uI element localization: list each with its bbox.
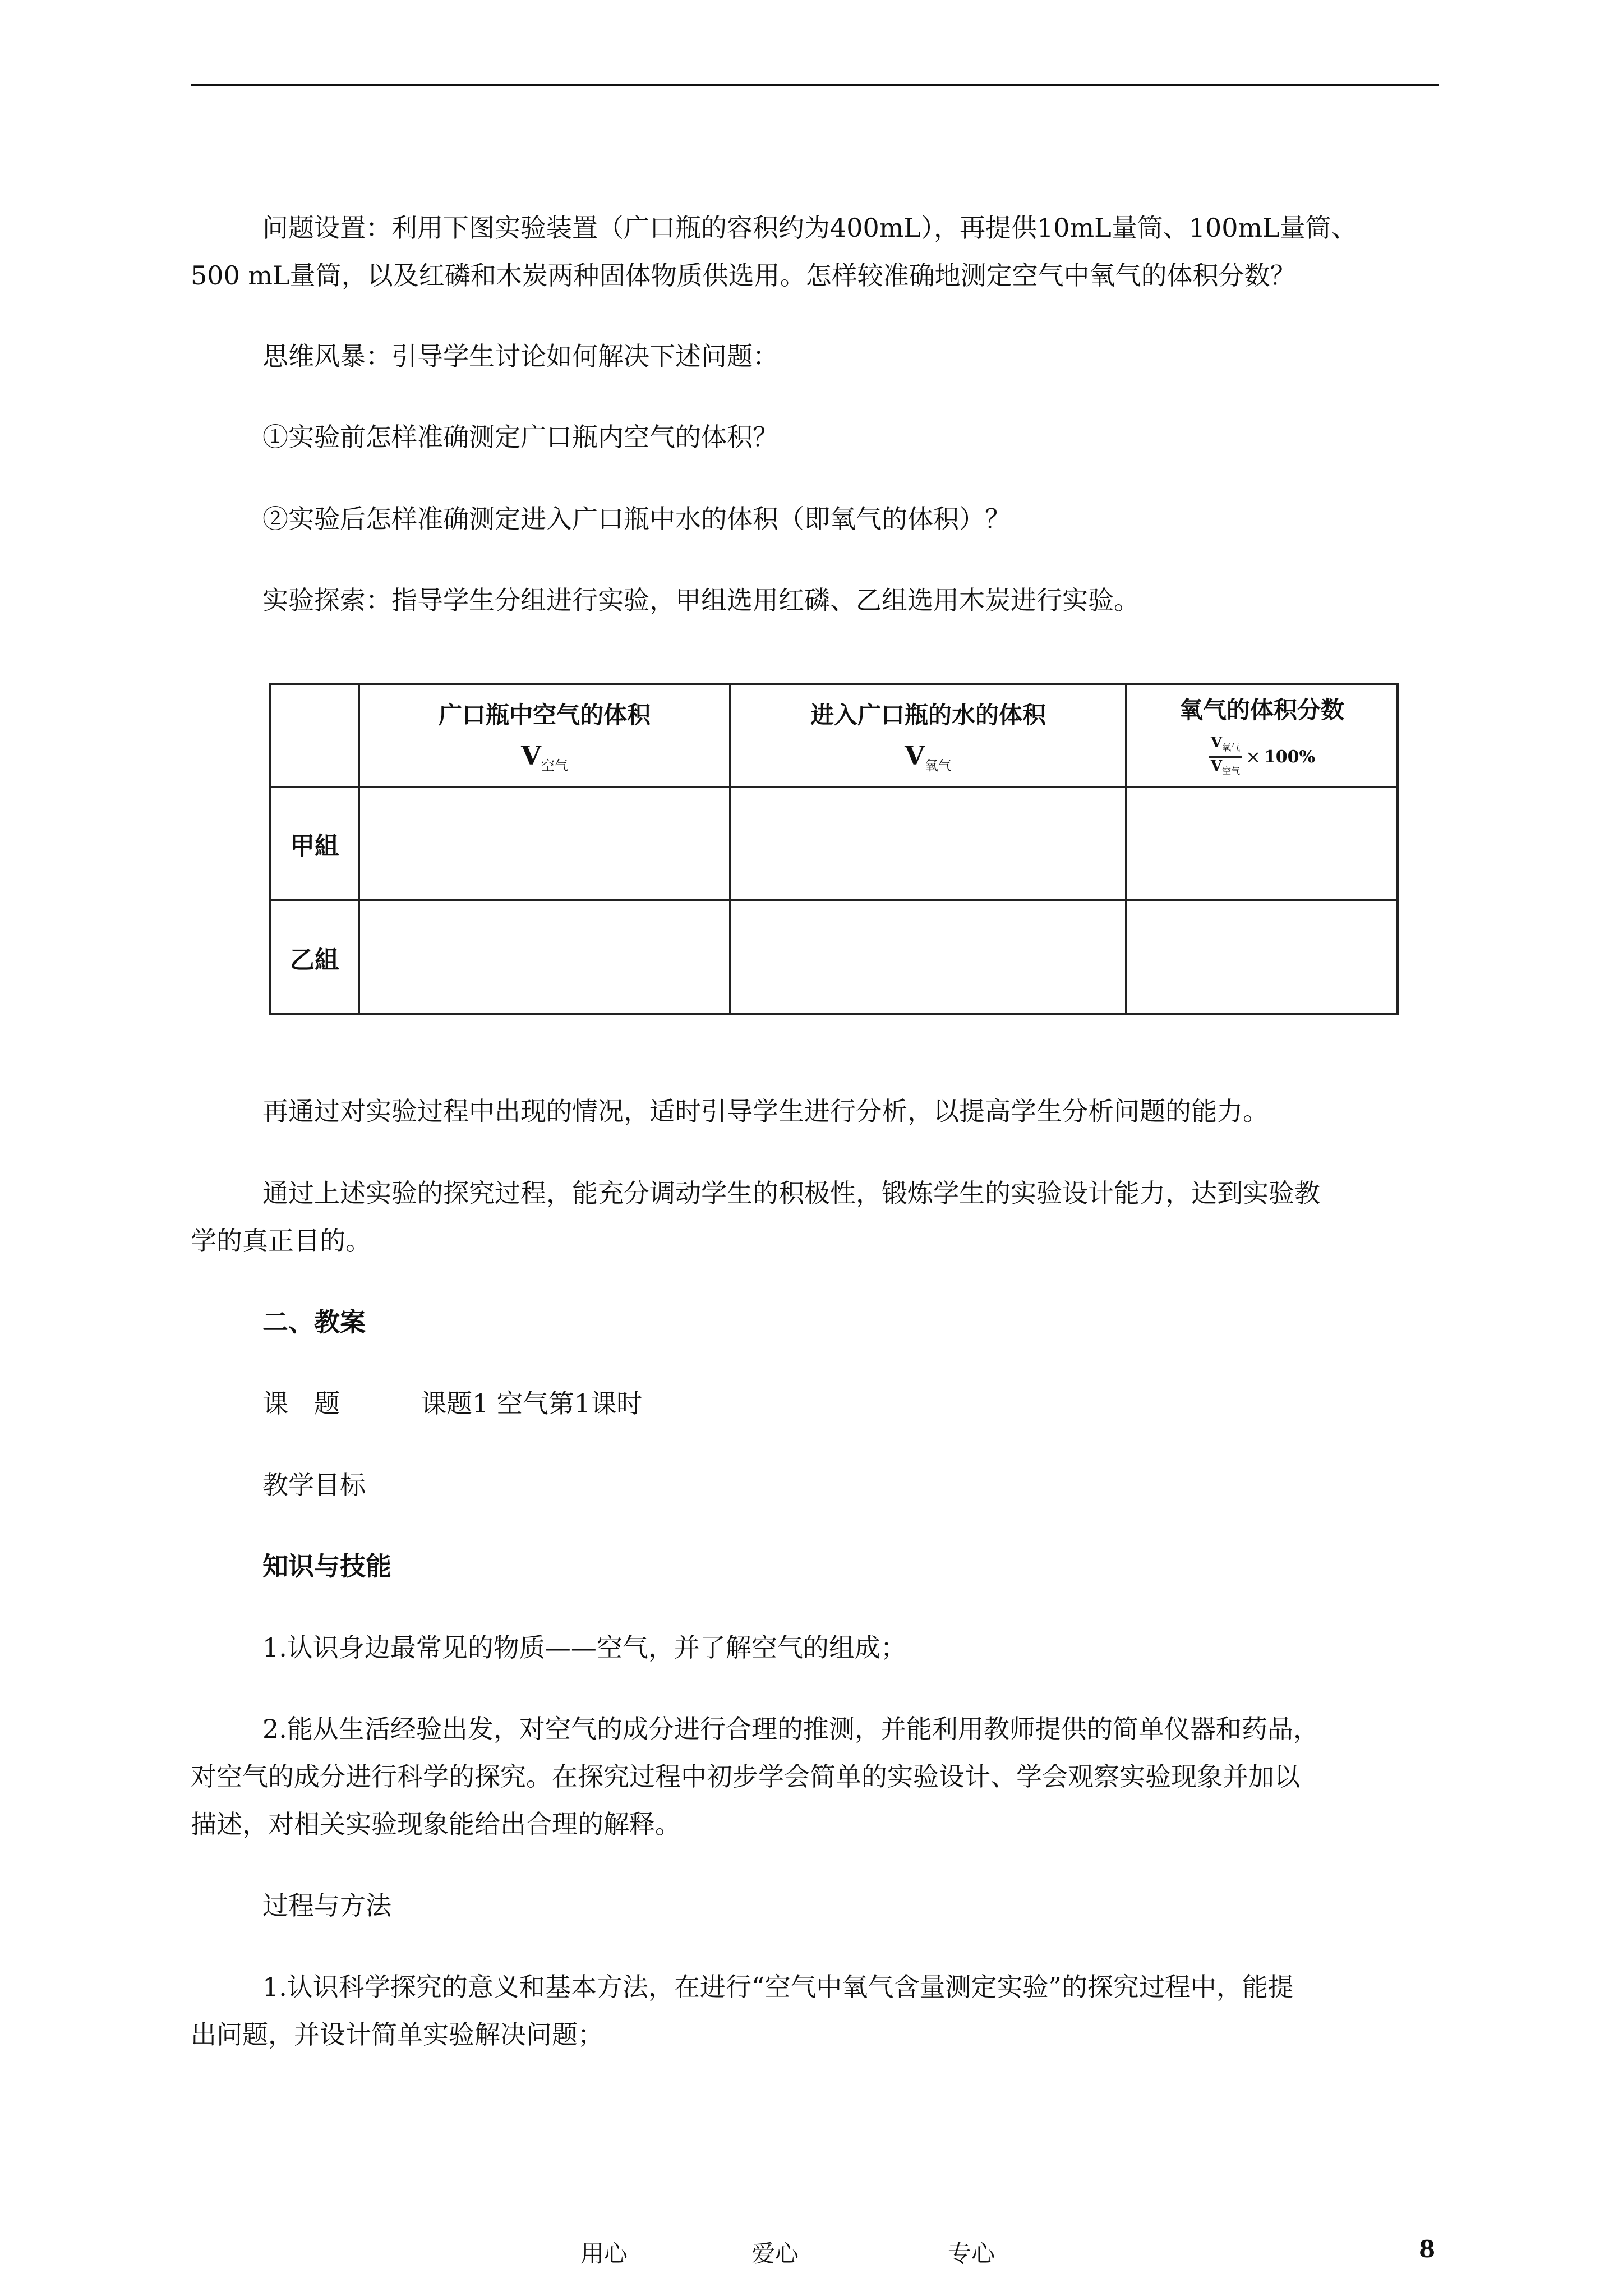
footer-left-text: 用心: [580, 2240, 628, 2267]
table-cell: [359, 900, 730, 1014]
page-number: 8: [1419, 2235, 1436, 2263]
table-header-oxygen-fraction: [1126, 684, 1398, 787]
table-row-group-b: [270, 900, 1398, 1014]
table-cell: [1126, 900, 1398, 1014]
topic-value: 课题1 空气第1课时: [421, 1388, 643, 1419]
table-row-group-a: [270, 787, 1398, 901]
process-method-heading: 过程与方法: [262, 1890, 391, 1921]
paragraph-explore: 实验探索：指导学生分组进行实验，甲组选用红磷、乙组选用木炭进行实验。: [262, 585, 1140, 615]
knowledge-item-2-line2: 对空气的成分进行科学的探究。在探究过程中初步学会简单的实验设计、学会观察实验现象并加以: [191, 1761, 1300, 1792]
paragraph-question-line1: 问题设置：利用下图实验装置（广口瓶的容积约为400mL），再提供10mL量筒、100mL量筒、: [262, 213, 1357, 243]
table-header-air-volume: [359, 684, 730, 787]
header-air-volume-title: 广口瓶中空气的体积: [438, 701, 651, 729]
air-volume-symbol: $V_{空气}$: [521, 740, 568, 774]
knowledge-skills-heading: 知识与技能: [262, 1551, 391, 1581]
table-corner-cell: [270, 684, 359, 787]
teaching-goals-heading: 教学目标: [262, 1470, 366, 1500]
header-water-volume-title: 进入广口瓶的水的体积: [810, 701, 1046, 729]
oxygen-volume-symbol: $V_{氧气}$: [905, 740, 952, 774]
row-label-group-a: 甲組: [270, 787, 359, 901]
table-cell: [730, 787, 1126, 901]
paragraph-brainstorm: 思维风暴：引导学生讨论如何解决下述问题：: [262, 341, 778, 371]
table-cell: [359, 787, 730, 901]
footer-middle-text: 爱心: [751, 2240, 799, 2267]
knowledge-item-2-line3: 描述，对相关实验现象能给出合理的解释。: [191, 1809, 681, 1839]
knowledge-item-2-line1: 2.能从生活经验出发，对空气的成分进行合理的推测，并能利用教师提供的简单仪器和药品，: [262, 1714, 1319, 1744]
paragraph-analysis: 再通过对实验过程中出现的情况，适时引导学生进行分析，以提高学生分析问题的能力。: [262, 1096, 1269, 1126]
header-oxygen-fraction-title: 氧气的体积分数: [1179, 696, 1344, 724]
footer-right-text: 专心: [948, 2240, 995, 2267]
paragraph-question-1: ①实验前怎样准确测定广口瓶内空气的体积？: [262, 422, 778, 452]
row-label-group-b: 乙組: [270, 900, 359, 1014]
topic-label: 课 题: [262, 1388, 340, 1419]
header-rule: [191, 84, 1439, 86]
oxygen-fraction-formula: $\frac{V_{氧气}}{V_{空气}}$ × 100%: [1209, 734, 1315, 780]
paragraph-question-2: ②实验后怎样准确测定进入广口瓶中水的体积（即氧气的体积）？: [262, 504, 1011, 534]
experiment-table: [269, 683, 1399, 1015]
table-header-row: [270, 684, 1398, 787]
knowledge-item-1: 1.认识身边最常见的物质——空气，并了解空气的组成；: [262, 1632, 906, 1663]
table-cell: [1126, 787, 1398, 901]
table-cell: [730, 900, 1126, 1014]
paragraph-summary-line2: 学的真正目的。: [191, 1226, 371, 1256]
paragraph-summary-line1: 通过上述实验的探究过程，能充分调动学生的积极性，锻炼学生的实验设计能力，达到实验教: [262, 1178, 1320, 1208]
method-item-1-line1: 1.认识科学探究的意义和基本方法，在进行“空气中氧气含量测定实验”的探究过程中，能提: [262, 1972, 1294, 2002]
table-header-water-volume: [730, 684, 1126, 787]
paragraph-question-line2: 500 mL量筒，以及红磷和木炭两种固体物质供选用。怎样较准确地测定空气中氧气的体积分数？: [191, 260, 1296, 291]
method-item-1-line2: 出问题，并设计简单实验解决问题；: [191, 2019, 603, 2050]
section-heading: 二、教案: [262, 1307, 366, 1337]
